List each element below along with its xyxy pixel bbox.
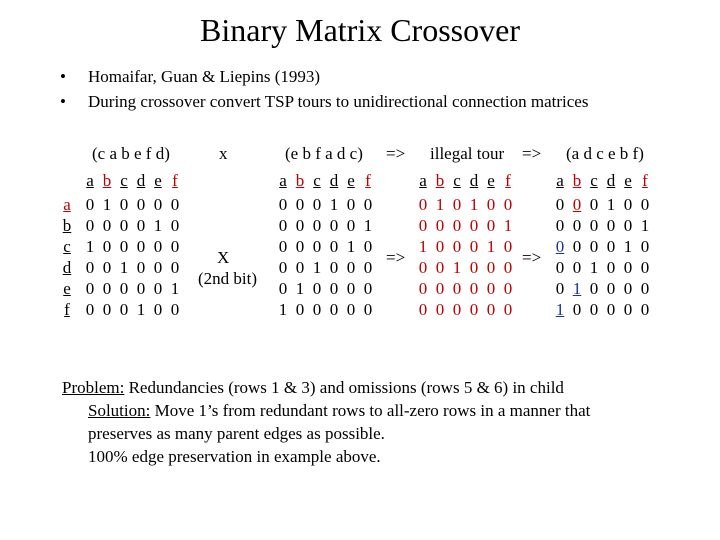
parent1-cell: 0 <box>85 279 95 298</box>
parent2-cell: 0 <box>363 195 373 214</box>
illegal-cell: 0 <box>418 279 428 298</box>
parent2-cell: 0 <box>295 237 305 256</box>
parent2-cell: 0 <box>363 258 373 277</box>
child-cell: 0 <box>589 216 599 235</box>
row-label: f <box>64 300 70 319</box>
illegal-col-header: a <box>419 171 427 190</box>
illegal-cell: 0 <box>486 279 496 298</box>
parent2-cell: 0 <box>329 237 339 256</box>
parent2-cell: 1 <box>363 216 373 235</box>
child-col-header: b <box>572 171 582 190</box>
child-cell: 0 <box>572 195 582 214</box>
parent1-cell: 0 <box>102 300 112 319</box>
problem-text: Redundancies (rows 1 & 3) and omissions (rows 5 & 6) in child <box>124 378 564 397</box>
illegal-cell: 0 <box>452 279 462 298</box>
illegal-cell: 0 <box>469 237 479 256</box>
parent2-cell: 0 <box>329 300 339 319</box>
problem-statement <box>62 376 590 468</box>
row-label: d <box>62 258 72 277</box>
child-cell: 0 <box>606 258 616 277</box>
crossover-x-label: x <box>219 144 228 163</box>
parent1-cell: 1 <box>153 216 163 235</box>
child-cell: 0 <box>572 300 582 319</box>
parent1-cell: 0 <box>170 300 180 319</box>
illegal-cell: 0 <box>418 195 428 214</box>
child-cell: 0 <box>623 195 633 214</box>
illegal-cell: 0 <box>469 279 479 298</box>
illegal-cell: 0 <box>435 237 445 256</box>
parent2-cell: 0 <box>363 300 373 319</box>
illegal-cell: 0 <box>435 216 445 235</box>
child-cell: 0 <box>555 258 565 277</box>
parent2-cell: 0 <box>278 216 288 235</box>
parent2-cell: 0 <box>295 258 305 277</box>
parent2-cell: 0 <box>312 195 322 214</box>
arrow-to-child: => <box>522 144 542 163</box>
parent2-cell: 0 <box>329 258 339 277</box>
illegal-cell: 0 <box>435 300 445 319</box>
parent1-cell: 0 <box>85 216 95 235</box>
parent2-cell: 0 <box>295 300 305 319</box>
parent1-cell: 0 <box>170 237 180 256</box>
child-cell: 0 <box>589 237 599 256</box>
illegal-cell: 0 <box>452 300 462 319</box>
child-cell: 1 <box>555 300 565 319</box>
illegal-cell: 0 <box>486 195 496 214</box>
row-label: c <box>63 237 71 256</box>
illegal-cell: 0 <box>486 300 496 319</box>
parent1-cell: 0 <box>136 195 146 214</box>
illegal-cell: 0 <box>452 195 462 214</box>
parent2-cell: 0 <box>363 237 373 256</box>
illegal-cell: 0 <box>503 258 513 277</box>
parent1-col-header: e <box>154 171 162 190</box>
parent2-tour: (e b f a d c) <box>285 144 363 163</box>
illegal-cell: 0 <box>503 195 513 214</box>
parent1-cell: 0 <box>119 216 129 235</box>
child-cell: 0 <box>589 195 599 214</box>
parent2-cell: 0 <box>278 237 288 256</box>
parent1-cell: 0 <box>119 300 129 319</box>
parent1-cell: 1 <box>136 300 146 319</box>
illegal-cell: 0 <box>452 237 462 256</box>
arrow-to-illegal: => <box>386 144 406 163</box>
parent1-cell: 0 <box>153 300 163 319</box>
bullet-text: Homaifar, Guan & Liepins (1993) <box>88 67 321 86</box>
illegal-cell: 1 <box>452 258 462 277</box>
illegal-col-header: d <box>469 171 479 190</box>
child-cell: 0 <box>589 279 599 298</box>
illegal-cell: 1 <box>469 195 479 214</box>
solution-label: Solution: <box>88 401 151 420</box>
parent1-cell: 1 <box>170 279 180 298</box>
child-cell: 0 <box>555 279 565 298</box>
parent1-cell: 1 <box>119 258 129 277</box>
parent2-cell: 0 <box>346 258 356 277</box>
child-cell: 0 <box>640 279 650 298</box>
parent1-cell: 0 <box>170 216 180 235</box>
child-cell: 0 <box>572 237 582 256</box>
bullet-icon: • <box>60 67 66 86</box>
parent1-cell: 0 <box>85 300 95 319</box>
illegal-cell: 0 <box>469 258 479 277</box>
child-col-header: d <box>606 171 616 190</box>
parent1-cell: 0 <box>153 195 163 214</box>
child-cell: 0 <box>623 279 633 298</box>
parent2-col-header: b <box>295 171 305 190</box>
child-cell: 0 <box>606 279 616 298</box>
solution-line-4: 100% edge preservation in example above. <box>88 447 381 466</box>
child-cell: 0 <box>640 300 650 319</box>
child-cell: 1 <box>589 258 599 277</box>
illegal-col-header: f <box>505 171 511 190</box>
row-label: b <box>62 216 72 235</box>
parent1-cell: 0 <box>170 195 180 214</box>
parent2-cell: 0 <box>278 279 288 298</box>
parent1-col-header: f <box>172 171 178 190</box>
bullet-item <box>60 89 588 114</box>
parent1-cell: 0 <box>119 237 129 256</box>
parent1-tour: (c a b e f d) <box>92 144 170 163</box>
illegal-col-header: e <box>487 171 495 190</box>
parent2-cell: 1 <box>346 237 356 256</box>
child-cell: 1 <box>623 237 633 256</box>
parent1-cell: 0 <box>102 279 112 298</box>
parent2-cell: 0 <box>278 195 288 214</box>
child-cell: 0 <box>606 216 616 235</box>
parent1-cell: 1 <box>102 195 112 214</box>
parent1-cell: 0 <box>102 237 112 256</box>
child-col-header: e <box>624 171 632 190</box>
parent2-cell: 0 <box>346 216 356 235</box>
parent1-cell: 0 <box>153 279 163 298</box>
parent1-col-header: d <box>136 171 146 190</box>
parent2-col-header: a <box>279 171 287 190</box>
child-cell: 0 <box>555 195 565 214</box>
parent1-cell: 0 <box>170 258 180 277</box>
parent1-cell: 0 <box>153 258 163 277</box>
illegal-col-header: c <box>453 171 461 190</box>
child-cell: 0 <box>555 237 565 256</box>
illegal-cell: 0 <box>486 258 496 277</box>
parent2-cell: 0 <box>295 195 305 214</box>
illegal-cell: 1 <box>503 216 513 235</box>
illegal-cell: 0 <box>503 237 513 256</box>
child-col-header: c <box>590 171 598 190</box>
parent2-cell: 0 <box>346 300 356 319</box>
parent2-cell: 1 <box>278 300 288 319</box>
parent1-cell: 0 <box>85 258 95 277</box>
parent2-cell: 1 <box>329 195 339 214</box>
child-cell: 0 <box>640 237 650 256</box>
parent1-cell: 0 <box>136 237 146 256</box>
illegal-tour-label: illegal tour <box>430 144 505 163</box>
child-cell: 1 <box>572 279 582 298</box>
crossover-x-mark: X <box>217 248 230 267</box>
child-col-header: f <box>642 171 648 190</box>
parent2-cell: 0 <box>346 279 356 298</box>
solution-text: Move 1’s from redundant rows to all-zero rows in a manner that <box>150 401 591 420</box>
parent2-col-header: f <box>365 171 371 190</box>
child-cell: 0 <box>623 216 633 235</box>
row-arrow-child: => <box>522 248 542 267</box>
illegal-col-header: b <box>435 171 445 190</box>
child-cell: 0 <box>572 216 582 235</box>
illegal-cell: 0 <box>418 300 428 319</box>
child-cell: 0 <box>606 237 616 256</box>
child-cell: 0 <box>640 258 650 277</box>
row-label: a <box>63 195 71 214</box>
parent2-col-header: d <box>329 171 339 190</box>
child-cell: 1 <box>606 195 616 214</box>
child-cell: 0 <box>640 195 650 214</box>
illegal-cell: 0 <box>418 216 428 235</box>
parent2-cell: 0 <box>312 279 322 298</box>
parent1-cell: 0 <box>102 258 112 277</box>
illegal-cell: 0 <box>435 279 445 298</box>
parent1-col-header: b <box>102 171 112 190</box>
parent2-cell: 0 <box>346 195 356 214</box>
parent1-cell: 0 <box>136 279 146 298</box>
parent2-cell: 0 <box>312 300 322 319</box>
child-col-header: a <box>556 171 564 190</box>
illegal-cell: 0 <box>435 258 445 277</box>
parent2-cell: 0 <box>312 216 322 235</box>
solution-line-3: preserves as many parent edges as possible. <box>88 424 385 443</box>
parent1-cell: 0 <box>136 258 146 277</box>
illegal-cell: 0 <box>503 300 513 319</box>
illegal-cell: 0 <box>452 216 462 235</box>
parent1-cell: 0 <box>153 237 163 256</box>
parent1-cell: 0 <box>119 279 129 298</box>
illegal-cell: 1 <box>435 195 445 214</box>
bullet-icon: • <box>60 92 66 111</box>
parent1-cell: 0 <box>136 216 146 235</box>
illegal-cell: 1 <box>418 237 428 256</box>
parent1-col-header: c <box>120 171 128 190</box>
parent2-cell: 1 <box>295 279 305 298</box>
child-cell: 0 <box>606 300 616 319</box>
parent1-cell: 0 <box>119 195 129 214</box>
parent1-cell: 0 <box>102 216 112 235</box>
child-cell: 0 <box>623 258 633 277</box>
illegal-cell: 0 <box>503 279 513 298</box>
parent1-cell: 0 <box>85 195 95 214</box>
illegal-cell: 0 <box>469 216 479 235</box>
parent2-cell: 1 <box>312 258 322 277</box>
child-tour: (a d c e b f) <box>566 144 644 163</box>
parent2-cell: 0 <box>295 216 305 235</box>
bullet-text: During crossover convert TSP tours to unidirectional connection matrices <box>88 92 589 111</box>
child-cell: 1 <box>640 216 650 235</box>
row-label: e <box>63 279 71 298</box>
parent1-cell: 1 <box>85 237 95 256</box>
child-cell: 0 <box>623 300 633 319</box>
row-arrow-illegal: => <box>386 248 406 267</box>
parent2-cell: 0 <box>363 279 373 298</box>
child-cell: 0 <box>555 216 565 235</box>
parent2-cell: 0 <box>329 216 339 235</box>
illegal-cell: 0 <box>469 300 479 319</box>
bullet-list <box>60 64 588 114</box>
crossover-note: (2nd bit) <box>198 269 258 288</box>
parent2-cell: 0 <box>278 258 288 277</box>
parent2-col-header: e <box>347 171 355 190</box>
illegal-cell: 0 <box>418 258 428 277</box>
parent1-col-header: a <box>86 171 94 190</box>
parent2-cell: 0 <box>312 237 322 256</box>
illegal-cell: 1 <box>486 237 496 256</box>
parent2-col-header: c <box>313 171 321 190</box>
illegal-cell: 0 <box>486 216 496 235</box>
bullet-item <box>60 64 588 89</box>
slide-title: Binary Matrix Crossover <box>200 12 520 48</box>
child-cell: 0 <box>589 300 599 319</box>
parent2-cell: 0 <box>329 279 339 298</box>
child-cell: 0 <box>572 258 582 277</box>
problem-label: Problem: <box>62 378 125 397</box>
